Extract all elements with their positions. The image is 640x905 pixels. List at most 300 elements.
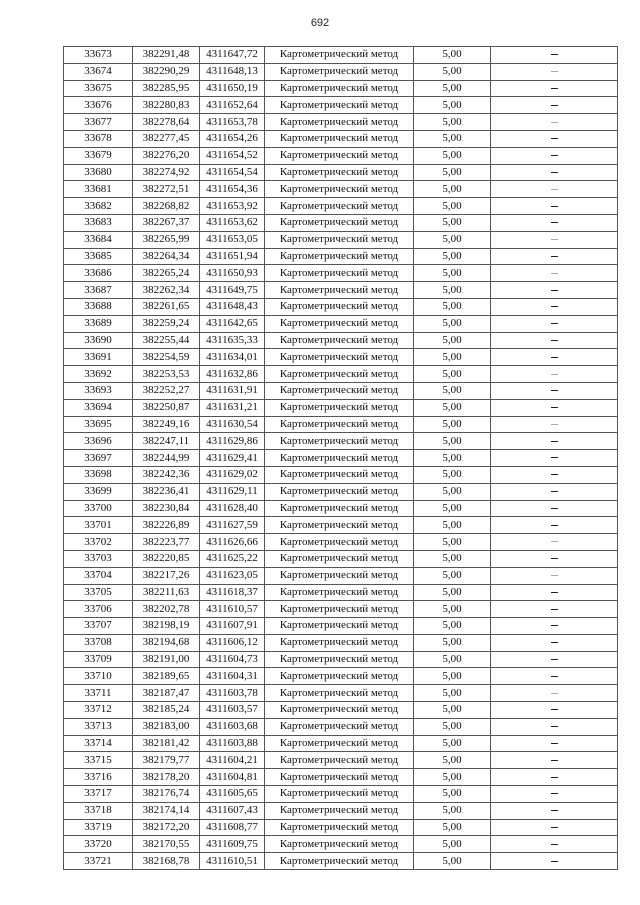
y-coordinate-cell: 4311610,57 — [200, 601, 265, 618]
note-cell — [491, 248, 618, 265]
x-coordinate-cell: 382259,24 — [133, 315, 200, 332]
method-cell: Картометрический метод — [265, 147, 414, 164]
method-cell: Картометрический метод — [265, 550, 414, 567]
dash-mark — [551, 290, 558, 291]
method-cell: Картометрический метод — [265, 231, 414, 248]
point-number-cell: 33686 — [64, 265, 133, 282]
note-cell — [491, 466, 618, 483]
method-cell: Картометрический метод — [265, 47, 414, 64]
note-cell — [491, 651, 618, 668]
accuracy-cell: 5,00 — [414, 382, 491, 399]
note-cell — [491, 433, 618, 450]
point-number-cell: 33692 — [64, 366, 133, 383]
accuracy-cell: 5,00 — [414, 735, 491, 752]
y-coordinate-cell: 4311642,65 — [200, 315, 265, 332]
dash-mark — [551, 760, 558, 761]
note-cell — [491, 47, 618, 64]
table-row — [64, 517, 618, 534]
x-coordinate-cell: 382267,37 — [133, 214, 200, 231]
accuracy-cell: 5,00 — [414, 147, 491, 164]
dash-mark — [551, 726, 558, 727]
y-coordinate-cell: 4311631,91 — [200, 382, 265, 399]
x-coordinate-cell: 382242,36 — [133, 466, 200, 483]
x-coordinate-cell: 382185,24 — [133, 702, 200, 719]
x-coordinate-cell: 382280,83 — [133, 97, 200, 114]
dash-mark — [551, 827, 558, 828]
y-coordinate-cell: 4311627,59 — [200, 517, 265, 534]
point-number-cell: 33693 — [64, 382, 133, 399]
x-coordinate-cell: 382244,99 — [133, 450, 200, 467]
table-row — [64, 198, 618, 215]
table-row — [64, 752, 618, 769]
accuracy-cell: 5,00 — [414, 231, 491, 248]
method-cell: Картометрический метод — [265, 718, 414, 735]
x-coordinate-cell: 382187,47 — [133, 685, 200, 702]
point-number-cell: 33679 — [64, 147, 133, 164]
table-row — [64, 819, 618, 836]
y-coordinate-cell: 4311647,72 — [200, 47, 265, 64]
dash-mark — [551, 777, 558, 778]
dash-mark — [551, 676, 558, 677]
point-number-cell: 33700 — [64, 500, 133, 517]
note-cell — [491, 786, 618, 803]
table-row — [64, 601, 618, 618]
point-number-cell: 33684 — [64, 231, 133, 248]
accuracy-cell: 5,00 — [414, 97, 491, 114]
method-cell: Картометрический метод — [265, 618, 414, 635]
dash-mark — [551, 508, 558, 509]
y-coordinate-cell: 4311603,68 — [200, 718, 265, 735]
accuracy-cell: 5,00 — [414, 769, 491, 786]
y-coordinate-cell: 4311635,33 — [200, 332, 265, 349]
table-row — [64, 231, 618, 248]
accuracy-cell: 5,00 — [414, 349, 491, 366]
dash-mark — [551, 793, 558, 794]
table-row — [64, 500, 618, 517]
x-coordinate-cell: 382247,11 — [133, 433, 200, 450]
y-coordinate-cell: 4311653,92 — [200, 198, 265, 215]
table-row — [64, 97, 618, 114]
y-coordinate-cell: 4311603,78 — [200, 685, 265, 702]
table-row — [64, 534, 618, 551]
y-coordinate-cell: 4311631,21 — [200, 399, 265, 416]
table-row — [64, 836, 618, 853]
note-cell — [491, 147, 618, 164]
x-coordinate-cell: 382202,78 — [133, 601, 200, 618]
method-cell: Картометрический метод — [265, 366, 414, 383]
y-coordinate-cell: 4311650,93 — [200, 265, 265, 282]
note-cell — [491, 668, 618, 685]
dash-mark — [551, 861, 558, 862]
coordinates-table — [63, 46, 618, 870]
x-coordinate-cell: 382189,65 — [133, 668, 200, 685]
method-cell: Картометрический метод — [265, 836, 414, 853]
dash-mark — [551, 71, 558, 72]
point-number-cell: 33690 — [64, 332, 133, 349]
note-cell — [491, 685, 618, 702]
x-coordinate-cell: 382261,65 — [133, 298, 200, 315]
accuracy-cell: 5,00 — [414, 416, 491, 433]
dash-mark — [551, 323, 558, 324]
accuracy-cell: 5,00 — [414, 332, 491, 349]
accuracy-cell: 5,00 — [414, 114, 491, 131]
table-row — [64, 366, 618, 383]
y-coordinate-cell: 4311603,57 — [200, 702, 265, 719]
table-row — [64, 702, 618, 719]
table-row — [64, 63, 618, 80]
page-number: 692 — [310, 17, 330, 29]
table-row — [64, 550, 618, 567]
point-number-cell: 33718 — [64, 802, 133, 819]
method-cell: Картометрический метод — [265, 399, 414, 416]
method-cell: Картометрический метод — [265, 450, 414, 467]
accuracy-cell: 5,00 — [414, 718, 491, 735]
table-row — [64, 214, 618, 231]
point-number-cell: 33704 — [64, 567, 133, 584]
note-cell — [491, 802, 618, 819]
x-coordinate-cell: 382211,63 — [133, 584, 200, 601]
x-coordinate-cell: 382191,00 — [133, 651, 200, 668]
method-cell: Картометрический метод — [265, 349, 414, 366]
y-coordinate-cell: 4311630,54 — [200, 416, 265, 433]
point-number-cell: 33720 — [64, 836, 133, 853]
table-row — [64, 332, 618, 349]
note-cell — [491, 853, 618, 870]
accuracy-cell: 5,00 — [414, 786, 491, 803]
table-row — [64, 483, 618, 500]
dash-mark — [551, 609, 558, 610]
accuracy-cell: 5,00 — [414, 450, 491, 467]
x-coordinate-cell: 382183,00 — [133, 718, 200, 735]
x-coordinate-cell: 382179,77 — [133, 752, 200, 769]
point-number-cell: 33682 — [64, 198, 133, 215]
note-cell — [491, 450, 618, 467]
accuracy-cell: 5,00 — [414, 517, 491, 534]
table-row — [64, 651, 618, 668]
point-number-cell: 33705 — [64, 584, 133, 601]
x-coordinate-cell: 382285,95 — [133, 80, 200, 97]
point-number-cell: 33696 — [64, 433, 133, 450]
table-row — [64, 282, 618, 299]
table-row — [64, 466, 618, 483]
accuracy-cell: 5,00 — [414, 433, 491, 450]
method-cell: Картометрический метод — [265, 702, 414, 719]
method-cell: Картометрический метод — [265, 601, 414, 618]
accuracy-cell: 5,00 — [414, 802, 491, 819]
dash-mark — [551, 474, 558, 475]
y-coordinate-cell: 4311606,12 — [200, 634, 265, 651]
y-coordinate-cell: 4311648,13 — [200, 63, 265, 80]
accuracy-cell: 5,00 — [414, 668, 491, 685]
dash-mark — [551, 122, 558, 123]
y-coordinate-cell: 4311654,26 — [200, 130, 265, 147]
method-cell: Картометрический метод — [265, 685, 414, 702]
point-number-cell: 33691 — [64, 349, 133, 366]
dash-mark — [551, 424, 558, 425]
accuracy-cell: 5,00 — [414, 198, 491, 215]
y-coordinate-cell: 4311610,51 — [200, 853, 265, 870]
method-cell: Картометрический метод — [265, 198, 414, 215]
accuracy-cell: 5,00 — [414, 315, 491, 332]
note-cell — [491, 164, 618, 181]
method-cell: Картометрический метод — [265, 819, 414, 836]
note-cell — [491, 214, 618, 231]
method-cell: Картометрический метод — [265, 265, 414, 282]
y-coordinate-cell: 4311628,40 — [200, 500, 265, 517]
table-row — [64, 265, 618, 282]
method-cell: Картометрический метод — [265, 114, 414, 131]
table-row — [64, 181, 618, 198]
method-cell: Картометрический метод — [265, 517, 414, 534]
x-coordinate-cell: 382264,34 — [133, 248, 200, 265]
method-cell: Картометрический метод — [265, 651, 414, 668]
dash-mark — [551, 357, 558, 358]
table-row — [64, 433, 618, 450]
accuracy-cell: 5,00 — [414, 483, 491, 500]
note-cell — [491, 80, 618, 97]
accuracy-cell: 5,00 — [414, 618, 491, 635]
dash-mark — [551, 743, 558, 744]
table-row — [64, 802, 618, 819]
point-number-cell: 33673 — [64, 47, 133, 64]
y-coordinate-cell: 4311604,73 — [200, 651, 265, 668]
x-coordinate-cell: 382170,55 — [133, 836, 200, 853]
point-number-cell: 33699 — [64, 483, 133, 500]
y-coordinate-cell: 4311629,02 — [200, 466, 265, 483]
point-number-cell: 33675 — [64, 80, 133, 97]
note-cell — [491, 735, 618, 752]
method-cell: Картометрический метод — [265, 164, 414, 181]
y-coordinate-cell: 4311652,64 — [200, 97, 265, 114]
table-row — [64, 567, 618, 584]
table-row — [64, 685, 618, 702]
x-coordinate-cell: 382268,82 — [133, 198, 200, 215]
note-cell — [491, 181, 618, 198]
accuracy-cell: 5,00 — [414, 298, 491, 315]
accuracy-cell: 5,00 — [414, 819, 491, 836]
y-coordinate-cell: 4311618,37 — [200, 584, 265, 601]
dash-mark — [551, 239, 558, 240]
y-coordinate-cell: 4311654,36 — [200, 181, 265, 198]
point-number-cell: 33695 — [64, 416, 133, 433]
method-cell: Картометрический метод — [265, 97, 414, 114]
method-cell: Картометрический метод — [265, 130, 414, 147]
method-cell: Картометрический метод — [265, 416, 414, 433]
note-cell — [491, 315, 618, 332]
dash-mark — [551, 306, 558, 307]
dash-mark — [551, 54, 558, 55]
accuracy-cell: 5,00 — [414, 601, 491, 618]
dash-mark — [551, 491, 558, 492]
accuracy-cell: 5,00 — [414, 265, 491, 282]
x-coordinate-cell: 382254,59 — [133, 349, 200, 366]
y-coordinate-cell: 4311607,43 — [200, 802, 265, 819]
point-number-cell: 33709 — [64, 651, 133, 668]
y-coordinate-cell: 4311653,05 — [200, 231, 265, 248]
x-coordinate-cell: 382181,42 — [133, 735, 200, 752]
table-row — [64, 147, 618, 164]
dash-mark — [551, 659, 558, 660]
point-number-cell: 33694 — [64, 399, 133, 416]
y-coordinate-cell: 4311654,52 — [200, 147, 265, 164]
accuracy-cell: 5,00 — [414, 853, 491, 870]
dash-mark — [551, 441, 558, 442]
dash-mark — [551, 541, 558, 542]
note-cell — [491, 332, 618, 349]
y-coordinate-cell: 4311654,54 — [200, 164, 265, 181]
point-number-cell: 33717 — [64, 786, 133, 803]
y-coordinate-cell: 4311632,86 — [200, 366, 265, 383]
accuracy-cell: 5,00 — [414, 500, 491, 517]
method-cell: Картометрический метод — [265, 752, 414, 769]
method-cell: Картометрический метод — [265, 248, 414, 265]
x-coordinate-cell: 382172,20 — [133, 819, 200, 836]
x-coordinate-cell: 382253,53 — [133, 366, 200, 383]
accuracy-cell: 5,00 — [414, 567, 491, 584]
table-row — [64, 668, 618, 685]
x-coordinate-cell: 382250,87 — [133, 399, 200, 416]
accuracy-cell: 5,00 — [414, 47, 491, 64]
point-number-cell: 33688 — [64, 298, 133, 315]
point-number-cell: 33677 — [64, 114, 133, 131]
accuracy-cell: 5,00 — [414, 248, 491, 265]
note-cell — [491, 349, 618, 366]
note-cell — [491, 97, 618, 114]
note-cell — [491, 198, 618, 215]
point-number-cell: 33678 — [64, 130, 133, 147]
method-cell: Картометрический метод — [265, 668, 414, 685]
x-coordinate-cell: 382276,20 — [133, 147, 200, 164]
coordinates-table-body — [64, 47, 618, 870]
method-cell: Картометрический метод — [265, 63, 414, 80]
point-number-cell: 33683 — [64, 214, 133, 231]
y-coordinate-cell: 4311634,01 — [200, 349, 265, 366]
x-coordinate-cell: 382168,78 — [133, 853, 200, 870]
table-row — [64, 399, 618, 416]
accuracy-cell: 5,00 — [414, 685, 491, 702]
x-coordinate-cell: 382230,84 — [133, 500, 200, 517]
method-cell: Картометрический метод — [265, 282, 414, 299]
accuracy-cell: 5,00 — [414, 702, 491, 719]
point-number-cell: 33715 — [64, 752, 133, 769]
x-coordinate-cell: 382226,89 — [133, 517, 200, 534]
dash-mark — [551, 374, 558, 375]
point-number-cell: 33681 — [64, 181, 133, 198]
point-number-cell: 33680 — [64, 164, 133, 181]
accuracy-cell: 5,00 — [414, 651, 491, 668]
table-row — [64, 634, 618, 651]
dash-mark — [551, 390, 558, 391]
note-cell — [491, 500, 618, 517]
table-row — [64, 315, 618, 332]
point-number-cell: 33706 — [64, 601, 133, 618]
dash-mark — [551, 189, 558, 190]
point-number-cell: 33702 — [64, 534, 133, 551]
accuracy-cell: 5,00 — [414, 584, 491, 601]
accuracy-cell: 5,00 — [414, 130, 491, 147]
note-cell — [491, 702, 618, 719]
accuracy-cell: 5,00 — [414, 399, 491, 416]
note-cell — [491, 399, 618, 416]
x-coordinate-cell: 382249,16 — [133, 416, 200, 433]
point-number-cell: 33674 — [64, 63, 133, 80]
x-coordinate-cell: 382272,51 — [133, 181, 200, 198]
x-coordinate-cell: 382265,24 — [133, 265, 200, 282]
x-coordinate-cell: 382290,29 — [133, 63, 200, 80]
y-coordinate-cell: 4311629,11 — [200, 483, 265, 500]
accuracy-cell: 5,00 — [414, 550, 491, 567]
dash-mark — [551, 340, 558, 341]
y-coordinate-cell: 4311604,21 — [200, 752, 265, 769]
accuracy-cell: 5,00 — [414, 282, 491, 299]
point-number-cell: 33689 — [64, 315, 133, 332]
accuracy-cell: 5,00 — [414, 63, 491, 80]
dash-mark — [551, 457, 558, 458]
point-number-cell: 33698 — [64, 466, 133, 483]
y-coordinate-cell: 4311604,81 — [200, 769, 265, 786]
point-number-cell: 33685 — [64, 248, 133, 265]
table-row — [64, 298, 618, 315]
method-cell: Картометрический метод — [265, 853, 414, 870]
y-coordinate-cell: 4311608,77 — [200, 819, 265, 836]
dash-mark — [551, 155, 558, 156]
table-row — [64, 164, 618, 181]
dash-mark — [551, 88, 558, 89]
dash-mark — [551, 693, 558, 694]
method-cell: Картометрический метод — [265, 634, 414, 651]
y-coordinate-cell: 4311650,19 — [200, 80, 265, 97]
method-cell: Картометрический метод — [265, 181, 414, 198]
note-cell — [491, 298, 618, 315]
method-cell: Картометрический метод — [265, 584, 414, 601]
x-coordinate-cell: 382277,45 — [133, 130, 200, 147]
point-number-cell: 33719 — [64, 819, 133, 836]
x-coordinate-cell: 382198,19 — [133, 618, 200, 635]
method-cell: Картометрический метод — [265, 298, 414, 315]
y-coordinate-cell: 4311629,86 — [200, 433, 265, 450]
method-cell: Картометрический метод — [265, 382, 414, 399]
dash-mark — [551, 222, 558, 223]
x-coordinate-cell: 382252,27 — [133, 382, 200, 399]
y-coordinate-cell: 4311603,88 — [200, 735, 265, 752]
note-cell — [491, 752, 618, 769]
x-coordinate-cell: 382255,44 — [133, 332, 200, 349]
accuracy-cell: 5,00 — [414, 214, 491, 231]
y-coordinate-cell: 4311626,66 — [200, 534, 265, 551]
method-cell: Картометрический метод — [265, 786, 414, 803]
y-coordinate-cell: 4311651,94 — [200, 248, 265, 265]
accuracy-cell: 5,00 — [414, 80, 491, 97]
y-coordinate-cell: 4311653,78 — [200, 114, 265, 131]
dash-mark — [551, 642, 558, 643]
point-number-cell: 33676 — [64, 97, 133, 114]
method-cell: Картометрический метод — [265, 802, 414, 819]
note-cell — [491, 483, 618, 500]
note-cell — [491, 130, 618, 147]
method-cell: Картометрический метод — [265, 332, 414, 349]
table-row — [64, 47, 618, 64]
method-cell: Картометрический метод — [265, 769, 414, 786]
method-cell: Картометрический метод — [265, 315, 414, 332]
table-row — [64, 114, 618, 131]
method-cell: Картометрический метод — [265, 735, 414, 752]
table-row — [64, 718, 618, 735]
x-coordinate-cell: 382194,68 — [133, 634, 200, 651]
point-number-cell: 33710 — [64, 668, 133, 685]
table-row — [64, 130, 618, 147]
dash-mark — [551, 256, 558, 257]
note-cell — [491, 618, 618, 635]
